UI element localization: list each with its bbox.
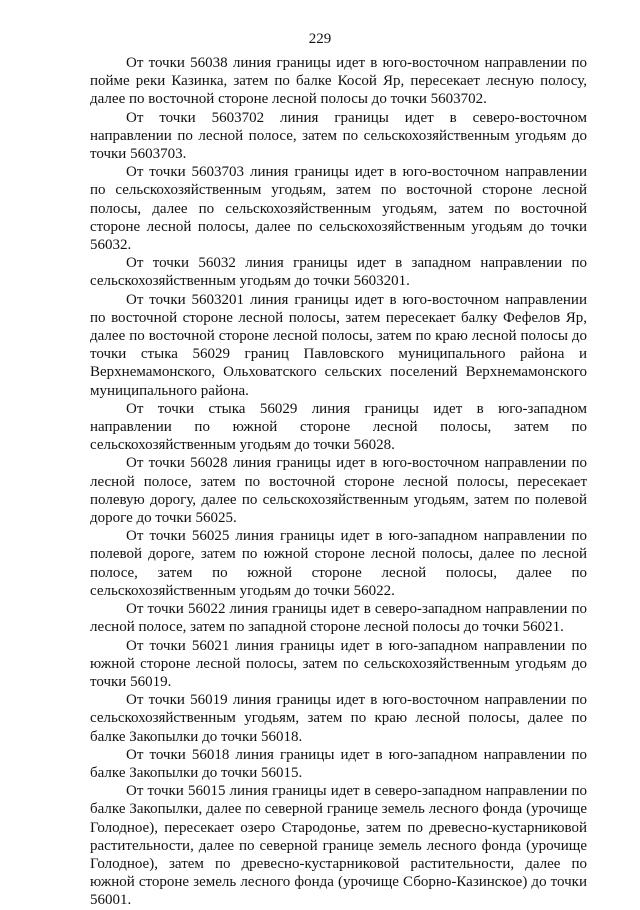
paragraph: От точки 56018 линия границы идет в юго-западном направлении по балке Закопылки до точки 56015. [90, 746, 587, 781]
paragraph: От точки 56032 линия границы идет в западном направлении по сельскохозяйственным угодьям до точки 5603201. [90, 255, 587, 290]
paragraph: От точки 56019 линия границы идет в юго-восточном направлении по сельскохозяйственным угодьям, затем по краю лесной полосы, далее по балке Закопылки до точки 56018. [90, 692, 587, 745]
document-body [90, 54, 587, 910]
paragraph: От точки стыка 56029 линия границы идет в юго-западном направлении по южной стороне лесной полосы, затем по сельскохозяйственным угодьям до точки 56028. [90, 400, 587, 454]
paragraph: От точки 5603201 линия границы идет в юго-восточном направлении по восточной стороне лесной полосы, затем пересекает балку Фефелов Яр, далее по восточной стороне лесной полосы, затем по краю лесной полосы до точки стыка 56029 границ Павловского муниципального района и Верхнемамонского, Ольховатского сельских поселений Верхнемамонского муниципального района. [90, 291, 587, 399]
paragraph: От точки 56025 линия границы идет в юго-западном направлении по полевой дороге, затем по южной стороне лесной полосы, далее по лесной полосе, затем по южной стороне лесной полосы, далее по сельскохозяйственным угодьям до точки 56022. [90, 528, 587, 599]
paragraph: От точки 56038 линия границы идет в юго-восточном направлении по пойме реки Казинка, затем по балке Косой Яр, пересекает лесную полосу, далее по восточной стороне лесной полосы до точки 5603702. [90, 55, 587, 108]
paragraph: От точки 56015 линия границы идет в северо-западном направлении по балке Закопылки, далее по северной границе земель лесного фонда (урочище Голодное), пересекает озеро Стародонье, затем по древесно-кустарниковой растительности, далее по северной границе земель лесного фонда (урочище Голодное), затем по древесно-кустарниковой растительности, далее по южной стороне земель лесного фонда (урочище Сборно-Казинское) до точки 56001. [90, 783, 587, 909]
paragraph: От точки 56028 линия границы идет в юго-восточном направлении по лесной полосе, затем по восточной стороне лесной полосы, пересекает полевую дорогу, далее по сельскохозяйственным угодьям, затем по полевой дороге до точки 56025. [90, 455, 587, 527]
paragraph: От точки 56021 линия границы идет в юго-западном направлении по южной стороне лесной полосы, затем по сельскохозяйственным угодьям до точки 56019. [90, 637, 587, 690]
paragraph: От точки 5603702 линия границы идет в северо-восточном направлении по лесной полосе, затем по сельскохозяйственным угодьям до точки 5603703. [90, 109, 587, 163]
page-number: 229 [308, 31, 332, 47]
paragraph: От точки 56022 линия границы идет в северо-западном направлении по лесной полосе, затем по западной стороне лесной полосы до точки 56021. [90, 601, 587, 636]
paragraph: От точки 5603703 линия границы идет в юго-восточном направлении по сельскохозяйственным угодьям, затем по восточной стороне лесной полосы, далее по сельскохозяйственным угодьям, затем по восточной стороне лесной полосы, далее по сельскохозяйственным угодьям до точки 56032. [90, 164, 587, 254]
